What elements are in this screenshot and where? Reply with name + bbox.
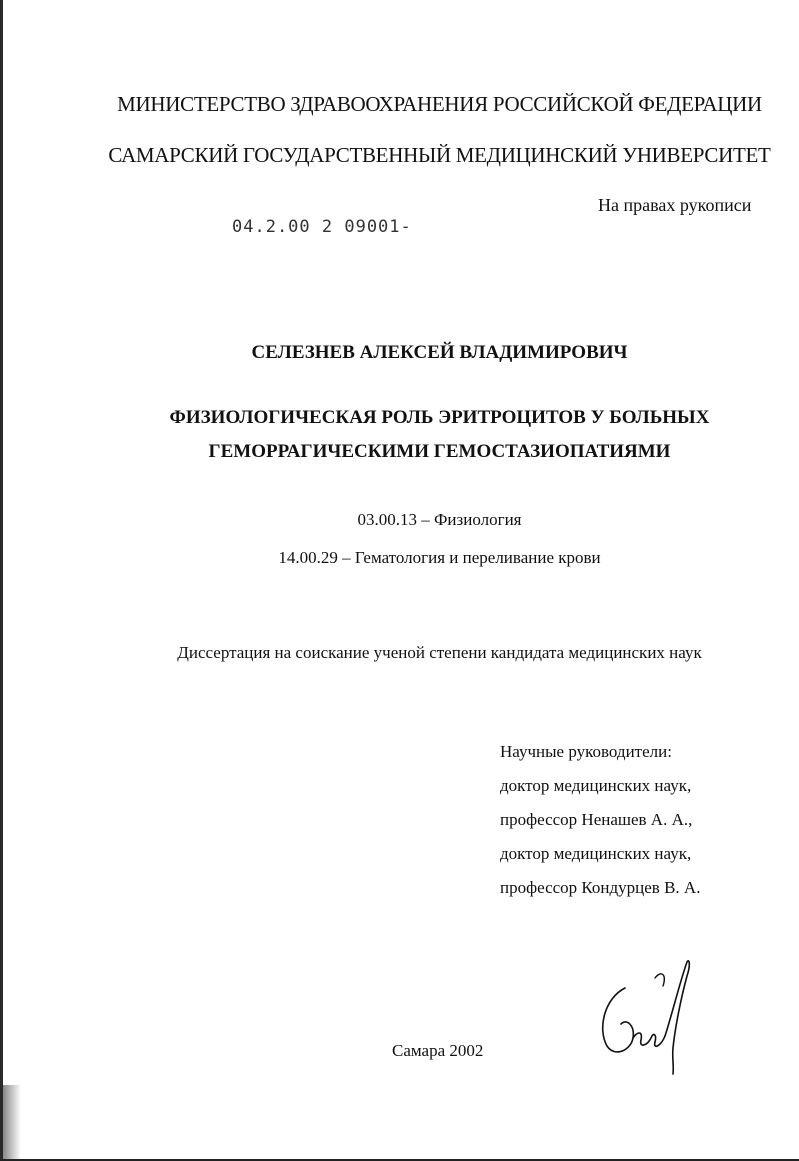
advisors-block [500,742,700,912]
registration-stamp: 04.2.00 2 09001- [232,217,412,237]
advisor-line: доктор медицинских наук, [500,776,692,795]
specialty-code-physiology: 03.00.13 – Физиология [357,510,522,529]
advisor-line: доктор медицинских наук, [500,844,692,863]
specialty-code-hematology: 14.00.29 – Гематология и переливание крови [278,548,601,567]
scan-smudge [3,1085,21,1159]
ministry-heading: МИНИСТЕРСТВО ЗДРАВООХРАНЕНИЯ РОССИЙСКОЙ ФЕДЕРАЦИИ [117,92,762,116]
city-year: Самара 2002 [392,1041,484,1060]
thesis-title-line-1: ФИЗИОЛОГИЧЕСКАЯ РОЛЬ ЭРИТРОЦИТОВ У БОЛЬНЫХ [169,407,710,428]
advisor-line: профессор Кондурцев В. А. [500,878,701,897]
advisors-heading: Научные руководители: [500,742,672,761]
handwritten-signature [595,958,695,1078]
university-heading: САМАРСКИЙ ГОСУДАРСТВЕННЫЙ МЕДИЦИНСКИЙ УНИВЕРСИТЕТ [108,143,771,167]
dissertation-description: Диссертация на соискание ученой степени кандидата медицинских наук [177,643,702,662]
rights-note: На правах рукописи [598,195,752,215]
advisor-line: профессор Ненашев А. А., [500,810,693,829]
scan-edge-left [0,0,3,1161]
author-name: СЕЛЕЗНЕВ АЛЕКСЕЙ ВЛАДИМИРОВИЧ [251,342,628,363]
thesis-title-line-2: ГЕМОРРАГИЧЕСКИМИ ГЕМОСТАЗИОПАТИЯМИ [208,441,671,462]
